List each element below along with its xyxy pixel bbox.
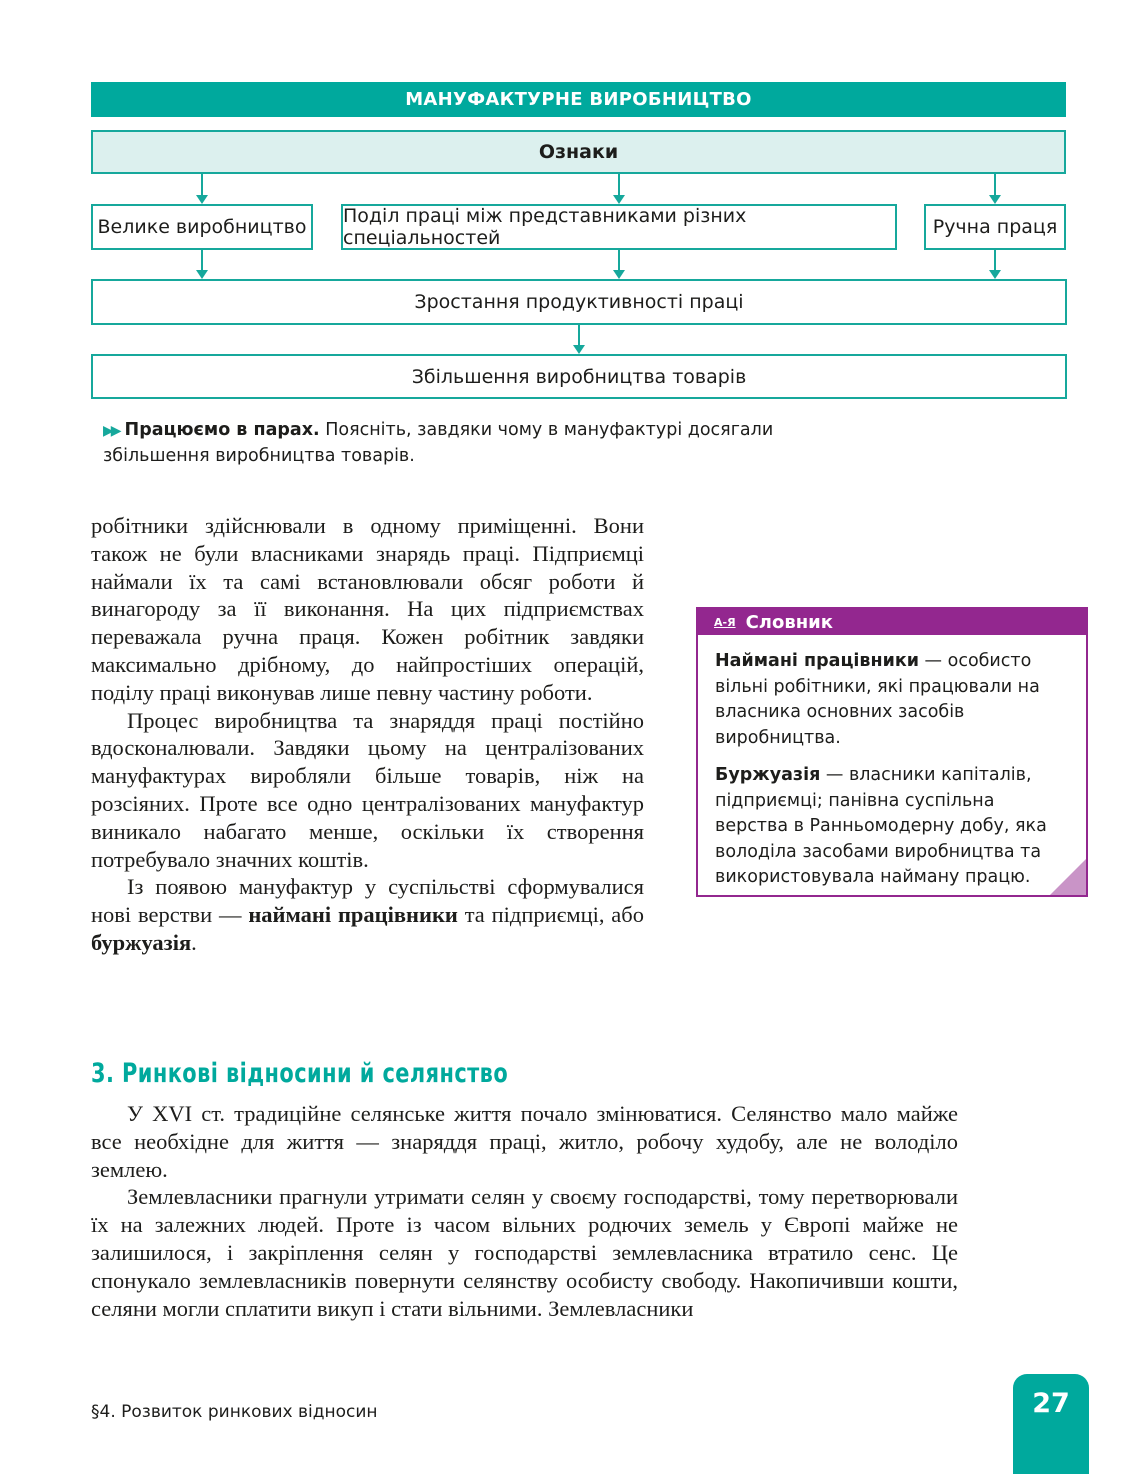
paragraph: Із появою мануфактур у суспільстві сформувалися нові верстви — наймані працівники та підприємці, або буржуазія. (91, 874, 644, 955)
dictionary-entry: Буржуазія — власники капіталів, підприємці; панівна суспільна верства в Ранньомодерну добу, яка володіла засобами виробництва та використовувала найману працю. (715, 765, 1047, 887)
result-productivity (91, 279, 1067, 325)
paragraph: У XVI ст. традиційне селянське життя почало змінюватися. Селянство мало майже все необхідне для життя — знаряддя праці, житло, робочу худобу, але не володіло землею. (91, 1101, 958, 1182)
pair-work-task (103, 418, 803, 469)
arrow-features-3 (994, 174, 996, 197)
dictionary-icon: А-Я (714, 615, 736, 629)
section-title: 3. Ринкові відносини й селянство (91, 1058, 509, 1089)
footer-chapter: §4. Розвиток ринкових відносин (91, 1402, 378, 1422)
page-number: 27 (1013, 1374, 1089, 1474)
feature-large-production (91, 204, 313, 250)
dictionary-title: Словник (745, 611, 833, 633)
feature-label: Велике виробництво (97, 216, 307, 238)
result-label: Збільшення виробництва товарів (411, 365, 747, 388)
arrow-features-2 (618, 174, 620, 197)
arrow-result-1 (201, 250, 203, 272)
paragraph: робітники здійснювали в одному приміщенні. Вони також не були власниками знарядь праці. Підприємці наймали їх та самі встановлювали обсяг роботи й винагороду за її виконання. На цих підприємствах переважала ручна праця. Кожен робітник завдяки максимально дрібному, до найпростіших операцій, поділу праці виконував лише певну частину роботи. (91, 513, 644, 705)
paragraph: Землевласники прагнули утримати селян у своєму господарстві, тому перетворювали їх на залежних людей. Проте із часом вільних родючих земель у Європі майже не залишилося, і закріплення селян у господарстві землевласника втратило сенс. Це спонукало землевласників повернути селянству особисту свободу. Накопичивши кошти, селяни могли сплатити викуп і стати вільними. Землевласники (91, 1184, 958, 1321)
arrow-result-final (578, 325, 580, 347)
dictionary-header (698, 609, 1086, 635)
arrow-features-1 (201, 174, 203, 197)
feature-label: Ручна праця (932, 216, 1058, 238)
dictionary-entry: Наймані працівники — особисто вільні робітники, які працювали на власника основних засобів виробництва. (715, 651, 1040, 748)
paragraph: Процес виробництва та знаряддя праці постійно вдосконалювали. Завдяки цьому на централізованих мануфактурах виробляли більше товарів, ніж на розсіяних. Проте все одно централізованих мануфактур виникало набагато менше, оскільки їх створення потребувало значних коштів. (91, 707, 644, 872)
column-text (91, 512, 644, 957)
page-corner-icon (1050, 859, 1086, 895)
feature-division-of-labor (341, 204, 897, 250)
arrow-result-3 (994, 250, 996, 272)
dictionary-box (696, 607, 1088, 897)
section-text (91, 1100, 958, 1322)
arrow-result-2 (618, 250, 620, 272)
features-header: Ознаки (91, 130, 1066, 174)
result-production-increase (91, 354, 1067, 399)
diagram-title: МАНУФАКТУРНЕ ВИРОБНИЦТВО (91, 82, 1066, 117)
result-label: Зростання продуктивності праці (414, 291, 744, 313)
feature-label: Поділ праці між представниками різних спеціальностей (343, 205, 747, 249)
double-arrow-icon: ▶▶ (103, 423, 119, 439)
term-bourgeoisie: буржуазія (91, 929, 192, 955)
task-lead: Працюємо в парах. (124, 420, 320, 440)
task-text: Поясніть, завдяки чому в мануфактурі досягали збільшення виробництва товарів. (103, 420, 774, 466)
term-hired-workers: наймані працівники (248, 902, 458, 928)
feature-manual-labor (924, 204, 1066, 250)
